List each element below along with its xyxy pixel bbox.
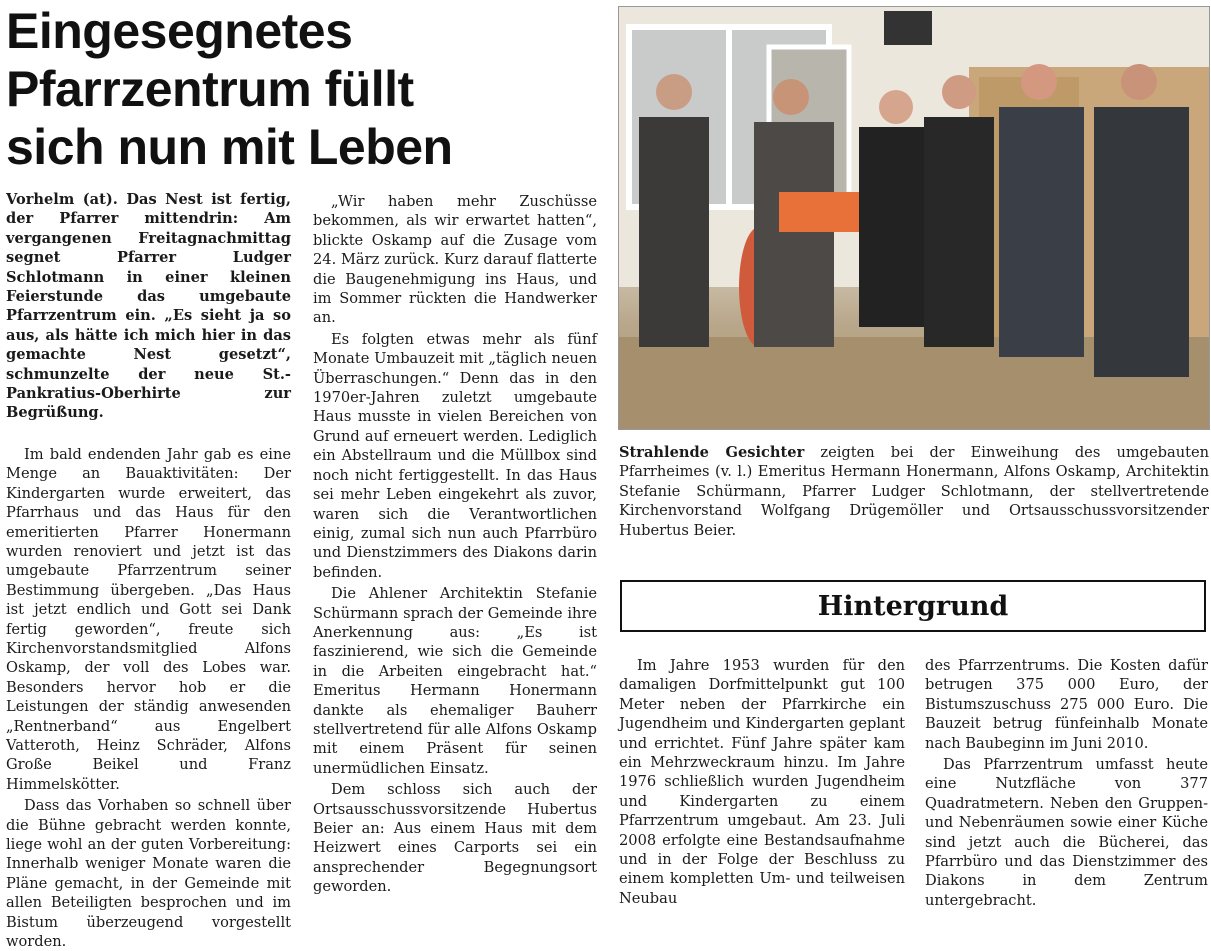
article-lead: Vorhelm (at). Das Nest ist fertig, der Pfarrer mittendrin: Am vergangenen Freitagnachmittag segnet Pfarrer Ludger Schlotmann in einer kleinen Feierstunde das umgebaute Pfarrzentrum ein. „Es sieht ja so aus, als hätte ich mich hier in das gemachte Nest gesetzt“, schmunzelte der neue St.-Pankratius-Oberhirte zur Begrüßung. bbox=[6, 191, 291, 422]
article-paragraph: Dass das Vorhaben so schnell über die Bühne gebracht werden konnte, liege wohl an der guten Vorbereitung: Innerhalb weniger Monate waren die Pläne gemacht, in der Gemeinde mit allen Beteiligten besprochen und im Bistum überzeugend vorgestellt worden. bbox=[6, 797, 291, 951]
article-paragraph: Die Ahlener Architektin Stefanie Schürmann sprach der Gemeinde ihre Anerkennung aus: „Es ist faszinierend, wie sich die Gemeinde in die Arbeiten eingebracht hat.“ Emeritus Hermann Honermann dankte als ehemaliger Bauherr stellvertretend für alle Alfons Oskamp mit einem Präsent für seinen unermüdlichen Einsatz. bbox=[313, 585, 597, 777]
headline-line-3: sich nun mit Leben bbox=[6, 119, 453, 175]
headline-line-1: Eingesegnetes bbox=[6, 3, 353, 59]
photo-caption bbox=[619, 443, 1209, 540]
background-column-2 bbox=[925, 656, 1208, 910]
background-paragraph: Das Pfarrzentrum umfasst heute eine Nutzfläche von 377 Quadratmetern. Neben den Gruppen- und Nebenräumen sowie einer Küche sind jetzt auch die Bücherei, das Pfarrbüro und das Dienstzimmer des Diakons in dem Zentrum untergebracht. bbox=[925, 756, 1208, 909]
photo-illustration bbox=[619, 7, 1209, 429]
caption-bold: Strahlende Gesichter bbox=[619, 444, 805, 461]
background-box-header bbox=[620, 580, 1206, 632]
article-paragraph: Im bald endenden Jahr gab es eine Menge an Bauaktivitäten: Der Kindergarten wurde erweitert, das Pfarrhaus und das Haus für den emeritierten Pfarrer Honermann wurden renoviert und jetzt ist das umgebaute Pfarrzentrum seiner Bestimmung übergeben. „Das Haus ist jetzt endlich und Gott sei Dank fertig geworden“, freute sich Kirchenvorstandsmitglied Alfons Oskamp, der voll des Lobes war. Besonders hervor hob er die Leistungen der ständig anwesenden „Rentnerband“ aus Engelbert Vatteroth, Heinz Schräder, Alfons Große Beikel und Franz Himmelskötter. bbox=[6, 445, 291, 793]
headline-line-2: Pfarrzentrum füllt bbox=[6, 61, 414, 117]
caption-text: zeigten bei der Einweihung des umgebauten Pfarrheimes (v. l.) Emeritus Hermann Honermann, Alfons Oskamp, Architektin Stefanie Schürmann, Pfarrer Ludger Schlotmann, der stellvertretende Kirchenvorstand Wolfgang Drügemöller und Ortsausschussvorsitzender Hubertus Beier. bbox=[619, 444, 1210, 539]
article-paragraph: Dem schloss sich auch der Ortsausschussvorsitzende Hubertus Beier an: Aus einem Haus mit dem Heizwert eines Carports sei ein ansprechender Begegnungsort geworden. bbox=[313, 781, 597, 896]
article-paragraph: „Wir haben mehr Zuschüsse bekommen, als wir erwartet hatten“, blickte Oskamp auf die Zusage vom 24. März zurück. Kurz darauf flatterte die Baugenehmigung ins Haus, und im Sommer rückten die Handwerker an. bbox=[313, 193, 597, 327]
background-paragraph: Im Jahre 1953 wurden für den damaligen Dorfmittelpunkt gut 100 Meter neben der Pfarrkirche ein Jugendheim und Kindergarten geplant und errichtet. Fünf Jahre später kam ein Mehrzweckraum hinzu. Im Jahre 1976 schließlich wurden Jugendheim und Kindergarten zu einem Pfarrzentrum umgebaut. Am 23. Juli 2008 erfolgte eine Bestandsaufnahme und in der Folge der Beschluss zu einem kompletten Um- und teilweisen Neubau bbox=[619, 657, 905, 907]
group-photo bbox=[618, 6, 1210, 430]
background-column-1 bbox=[619, 656, 905, 908]
background-box-title: Hintergrund bbox=[817, 590, 1009, 622]
article-paragraph: Es folgten etwas mehr als fünf Monate Umbauzeit mit „täglich neuen Überraschungen.“ Denn das in den 1970er-Jahren zuletzt umgebaute Haus musste in vielen Bereichen von Grund auf erneuert werden. Lediglich ein Abstellraum und die Müllbox sind noch nicht fertiggestellt. In das Haus sei mehr Leben eingekehrt als zuvor, waren sich die Verantwortlichen einig, zumal sich nun auch Pfarrbüro und Dienstzimmers des Diakons darin befinden. bbox=[313, 330, 597, 581]
article-column-1 bbox=[6, 190, 291, 951]
article-column-2 bbox=[313, 192, 597, 897]
background-paragraph: des Pfarrzentrums. Die Kosten dafür betrugen 375 000 Euro, der Bistumszuschuss 275 000 Euro. Die Bauzeit betrug fünfeinhalb Monate nach Baubeginn im Juni 2010. bbox=[925, 657, 1208, 752]
headline bbox=[6, 2, 606, 176]
